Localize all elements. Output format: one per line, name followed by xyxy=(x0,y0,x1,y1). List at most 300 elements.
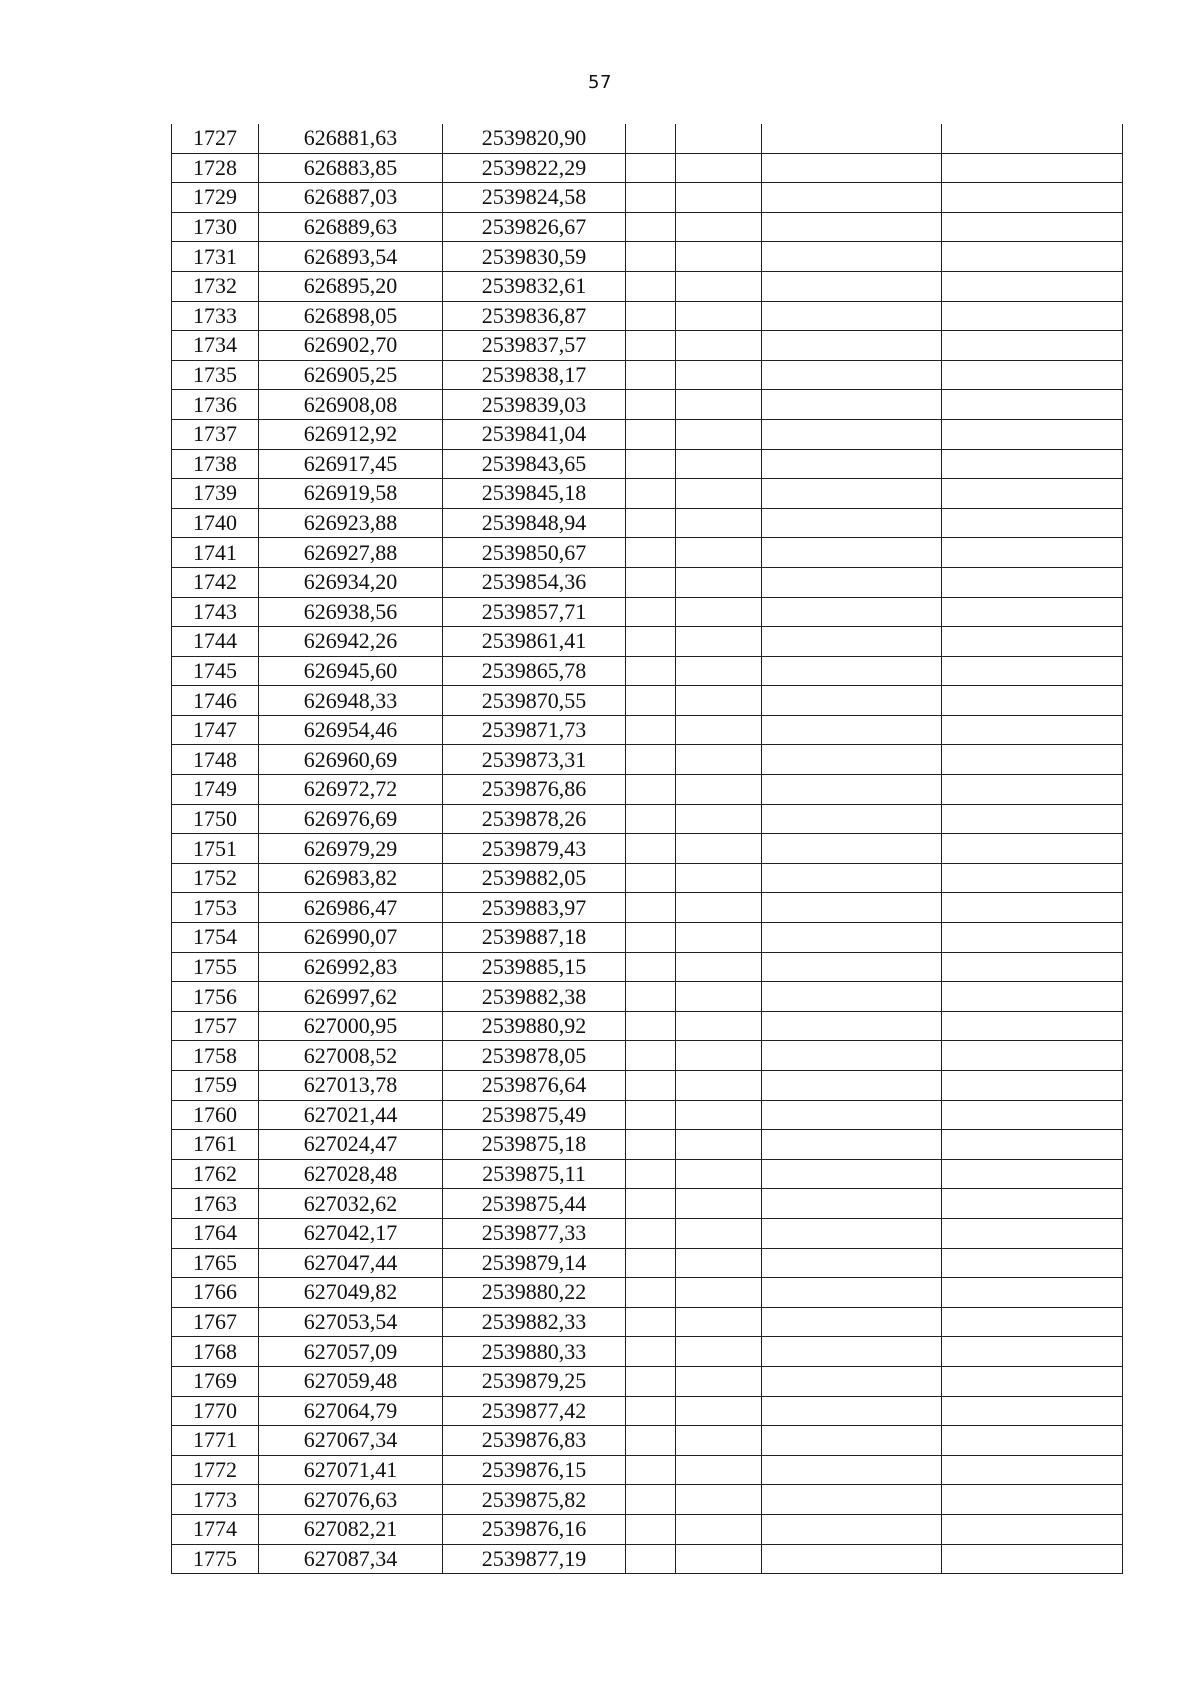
empty-cell xyxy=(762,1278,942,1308)
empty-cell xyxy=(626,745,676,775)
empty-cell xyxy=(626,834,676,864)
empty-cell xyxy=(676,153,762,183)
y-coordinate-cell: 2539879,14 xyxy=(443,1248,626,1278)
y-coordinate-cell: 2539885,15 xyxy=(443,952,626,982)
x-coordinate-cell: 626889,63 xyxy=(259,212,443,242)
empty-cell xyxy=(626,863,676,893)
x-coordinate-cell: 627047,44 xyxy=(259,1248,443,1278)
empty-cell xyxy=(942,982,1123,1012)
x-coordinate-cell: 626898,05 xyxy=(259,301,443,331)
empty-cell xyxy=(626,1426,676,1456)
x-coordinate-cell: 627000,95 xyxy=(259,1011,443,1041)
empty-cell xyxy=(762,212,942,242)
table-row xyxy=(172,686,1123,716)
x-coordinate-cell: 626908,08 xyxy=(259,390,443,420)
empty-cell xyxy=(676,1041,762,1071)
y-coordinate-cell: 2539873,31 xyxy=(443,745,626,775)
empty-cell xyxy=(626,360,676,390)
table-row xyxy=(172,331,1123,361)
empty-cell xyxy=(762,1041,942,1071)
y-coordinate-cell: 2539876,16 xyxy=(443,1514,626,1544)
x-coordinate-cell: 626938,56 xyxy=(259,597,443,627)
x-coordinate-cell: 627059,48 xyxy=(259,1366,443,1396)
x-coordinate-cell: 626986,47 xyxy=(259,893,443,923)
empty-cell xyxy=(942,567,1123,597)
empty-cell xyxy=(942,1396,1123,1426)
empty-cell xyxy=(626,301,676,331)
point-number-cell: 1731 xyxy=(172,242,259,272)
table-row xyxy=(172,1485,1123,1515)
table-row xyxy=(172,508,1123,538)
point-number-cell: 1768 xyxy=(172,1337,259,1367)
point-number-cell: 1736 xyxy=(172,390,259,420)
y-coordinate-cell: 2539879,25 xyxy=(443,1366,626,1396)
empty-cell xyxy=(762,1426,942,1456)
table-row xyxy=(172,863,1123,893)
empty-cell xyxy=(942,1485,1123,1515)
empty-cell xyxy=(626,1337,676,1367)
point-number-cell: 1759 xyxy=(172,1071,259,1101)
point-number-cell: 1766 xyxy=(172,1278,259,1308)
x-coordinate-cell: 626990,07 xyxy=(259,923,443,953)
x-coordinate-cell: 626912,92 xyxy=(259,419,443,449)
point-number-cell: 1734 xyxy=(172,331,259,361)
empty-cell xyxy=(676,1307,762,1337)
empty-cell xyxy=(942,1307,1123,1337)
empty-cell xyxy=(676,419,762,449)
table-row xyxy=(172,1041,1123,1071)
empty-cell xyxy=(676,1455,762,1485)
y-coordinate-cell: 2539883,97 xyxy=(443,893,626,923)
y-coordinate-cell: 2539838,17 xyxy=(443,360,626,390)
empty-cell xyxy=(762,775,942,805)
empty-cell xyxy=(942,834,1123,864)
point-number-cell: 1745 xyxy=(172,656,259,686)
empty-cell xyxy=(676,390,762,420)
empty-cell xyxy=(762,1071,942,1101)
empty-cell xyxy=(676,1248,762,1278)
y-coordinate-cell: 2539875,82 xyxy=(443,1485,626,1515)
y-coordinate-cell: 2539879,43 xyxy=(443,834,626,864)
empty-cell xyxy=(942,360,1123,390)
y-coordinate-cell: 2539824,58 xyxy=(443,183,626,213)
x-coordinate-cell: 626887,03 xyxy=(259,183,443,213)
empty-cell xyxy=(762,863,942,893)
empty-cell xyxy=(942,1514,1123,1544)
empty-cell xyxy=(676,212,762,242)
table-row xyxy=(172,982,1123,1012)
empty-cell xyxy=(762,449,942,479)
point-number-cell: 1762 xyxy=(172,1159,259,1189)
empty-cell xyxy=(762,1189,942,1219)
y-coordinate-cell: 2539877,33 xyxy=(443,1218,626,1248)
empty-cell xyxy=(626,153,676,183)
empty-cell xyxy=(942,1455,1123,1485)
table-row xyxy=(172,567,1123,597)
point-number-cell: 1733 xyxy=(172,301,259,331)
point-number-cell: 1772 xyxy=(172,1455,259,1485)
x-coordinate-cell: 626945,60 xyxy=(259,656,443,686)
empty-cell xyxy=(762,419,942,449)
point-number-cell: 1760 xyxy=(172,1100,259,1130)
point-number-cell: 1765 xyxy=(172,1248,259,1278)
empty-cell xyxy=(626,1366,676,1396)
empty-cell xyxy=(626,567,676,597)
point-number-cell: 1756 xyxy=(172,982,259,1012)
coordinates-table-body xyxy=(172,124,1123,1574)
table-row xyxy=(172,242,1123,272)
empty-cell xyxy=(626,923,676,953)
empty-cell xyxy=(762,745,942,775)
empty-cell xyxy=(626,1130,676,1160)
table-row xyxy=(172,656,1123,686)
empty-cell xyxy=(762,183,942,213)
x-coordinate-cell: 626979,29 xyxy=(259,834,443,864)
empty-cell xyxy=(942,183,1123,213)
y-coordinate-cell: 2539882,05 xyxy=(443,863,626,893)
table-row xyxy=(172,1514,1123,1544)
empty-cell xyxy=(676,124,762,153)
empty-cell xyxy=(942,390,1123,420)
empty-cell xyxy=(676,301,762,331)
empty-cell xyxy=(676,952,762,982)
table-row xyxy=(172,271,1123,301)
point-number-cell: 1752 xyxy=(172,863,259,893)
table-row xyxy=(172,1337,1123,1367)
x-coordinate-cell: 626997,62 xyxy=(259,982,443,1012)
empty-cell xyxy=(676,331,762,361)
y-coordinate-cell: 2539878,26 xyxy=(443,804,626,834)
table-row xyxy=(172,449,1123,479)
empty-cell xyxy=(676,1426,762,1456)
point-number-cell: 1770 xyxy=(172,1396,259,1426)
empty-cell xyxy=(762,923,942,953)
empty-cell xyxy=(762,567,942,597)
empty-cell xyxy=(626,686,676,716)
empty-cell xyxy=(626,1396,676,1426)
table-row xyxy=(172,923,1123,953)
table-row xyxy=(172,538,1123,568)
empty-cell xyxy=(676,1189,762,1219)
empty-cell xyxy=(626,627,676,657)
y-coordinate-cell: 2539875,49 xyxy=(443,1100,626,1130)
empty-cell xyxy=(676,1278,762,1308)
y-coordinate-cell: 2539875,18 xyxy=(443,1130,626,1160)
y-coordinate-cell: 2539876,83 xyxy=(443,1426,626,1456)
x-coordinate-cell: 627057,09 xyxy=(259,1337,443,1367)
empty-cell xyxy=(676,745,762,775)
empty-cell xyxy=(762,1485,942,1515)
empty-cell xyxy=(762,597,942,627)
point-number-cell: 1747 xyxy=(172,715,259,745)
y-coordinate-cell: 2539875,11 xyxy=(443,1159,626,1189)
empty-cell xyxy=(942,1159,1123,1189)
empty-cell xyxy=(626,1189,676,1219)
empty-cell xyxy=(942,627,1123,657)
empty-cell xyxy=(676,1071,762,1101)
empty-cell xyxy=(762,271,942,301)
y-coordinate-cell: 2539880,33 xyxy=(443,1337,626,1367)
x-coordinate-cell: 627024,47 xyxy=(259,1130,443,1160)
empty-cell xyxy=(762,390,942,420)
point-number-cell: 1727 xyxy=(172,124,259,153)
empty-cell xyxy=(762,1011,942,1041)
x-coordinate-cell: 627032,62 xyxy=(259,1189,443,1219)
empty-cell xyxy=(676,627,762,657)
table-row xyxy=(172,1426,1123,1456)
point-number-cell: 1743 xyxy=(172,597,259,627)
empty-cell xyxy=(676,1337,762,1367)
y-coordinate-cell: 2539871,73 xyxy=(443,715,626,745)
point-number-cell: 1764 xyxy=(172,1218,259,1248)
empty-cell xyxy=(676,1159,762,1189)
point-number-cell: 1767 xyxy=(172,1307,259,1337)
empty-cell xyxy=(762,1218,942,1248)
x-coordinate-cell: 626895,20 xyxy=(259,271,443,301)
empty-cell xyxy=(676,597,762,627)
empty-cell xyxy=(762,804,942,834)
empty-cell xyxy=(626,775,676,805)
table-row xyxy=(172,212,1123,242)
empty-cell xyxy=(942,1248,1123,1278)
x-coordinate-cell: 627021,44 xyxy=(259,1100,443,1130)
table-row xyxy=(172,597,1123,627)
table-row xyxy=(172,804,1123,834)
table-row xyxy=(172,301,1123,331)
empty-cell xyxy=(676,686,762,716)
empty-cell xyxy=(762,1248,942,1278)
y-coordinate-cell: 2539861,41 xyxy=(443,627,626,657)
table-row xyxy=(172,183,1123,213)
empty-cell xyxy=(626,479,676,509)
empty-cell xyxy=(942,863,1123,893)
x-coordinate-cell: 626942,26 xyxy=(259,627,443,657)
table-row xyxy=(172,1396,1123,1426)
x-coordinate-cell: 626954,46 xyxy=(259,715,443,745)
empty-cell xyxy=(942,212,1123,242)
empty-cell xyxy=(762,360,942,390)
table-row xyxy=(172,1071,1123,1101)
empty-cell xyxy=(762,508,942,538)
table-row xyxy=(172,745,1123,775)
y-coordinate-cell: 2539887,18 xyxy=(443,923,626,953)
x-coordinate-cell: 626917,45 xyxy=(259,449,443,479)
point-number-cell: 1737 xyxy=(172,419,259,449)
empty-cell xyxy=(676,1544,762,1574)
empty-cell xyxy=(942,1366,1123,1396)
y-coordinate-cell: 2539837,57 xyxy=(443,331,626,361)
empty-cell xyxy=(942,1041,1123,1071)
empty-cell xyxy=(942,656,1123,686)
empty-cell xyxy=(626,419,676,449)
empty-cell xyxy=(762,982,942,1012)
empty-cell xyxy=(762,1544,942,1574)
empty-cell xyxy=(626,1041,676,1071)
empty-cell xyxy=(676,1396,762,1426)
empty-cell xyxy=(626,656,676,686)
empty-cell xyxy=(942,242,1123,272)
x-coordinate-cell: 627067,34 xyxy=(259,1426,443,1456)
x-coordinate-cell: 626902,70 xyxy=(259,331,443,361)
y-coordinate-cell: 2539878,05 xyxy=(443,1041,626,1071)
x-coordinate-cell: 626927,88 xyxy=(259,538,443,568)
x-coordinate-cell: 627076,63 xyxy=(259,1485,443,1515)
empty-cell xyxy=(676,183,762,213)
empty-cell xyxy=(626,508,676,538)
empty-cell xyxy=(762,538,942,568)
empty-cell xyxy=(762,834,942,864)
point-number-cell: 1775 xyxy=(172,1544,259,1574)
table-row xyxy=(172,952,1123,982)
empty-cell xyxy=(762,242,942,272)
empty-cell xyxy=(676,508,762,538)
empty-cell xyxy=(676,242,762,272)
x-coordinate-cell: 626948,33 xyxy=(259,686,443,716)
empty-cell xyxy=(626,271,676,301)
x-coordinate-cell: 627087,34 xyxy=(259,1544,443,1574)
x-coordinate-cell: 627028,48 xyxy=(259,1159,443,1189)
empty-cell xyxy=(762,153,942,183)
empty-cell xyxy=(676,479,762,509)
table-row xyxy=(172,834,1123,864)
table-row xyxy=(172,715,1123,745)
empty-cell xyxy=(942,419,1123,449)
point-number-cell: 1742 xyxy=(172,567,259,597)
point-number-cell: 1738 xyxy=(172,449,259,479)
empty-cell xyxy=(762,1366,942,1396)
y-coordinate-cell: 2539836,87 xyxy=(443,301,626,331)
y-coordinate-cell: 2539882,33 xyxy=(443,1307,626,1337)
empty-cell xyxy=(676,449,762,479)
point-number-cell: 1751 xyxy=(172,834,259,864)
y-coordinate-cell: 2539841,04 xyxy=(443,419,626,449)
empty-cell xyxy=(942,1544,1123,1574)
empty-cell xyxy=(942,923,1123,953)
empty-cell xyxy=(676,982,762,1012)
empty-cell xyxy=(942,686,1123,716)
empty-cell xyxy=(676,538,762,568)
empty-cell xyxy=(676,1366,762,1396)
table-row xyxy=(172,1544,1123,1574)
x-coordinate-cell: 626883,85 xyxy=(259,153,443,183)
empty-cell xyxy=(676,1218,762,1248)
point-number-cell: 1729 xyxy=(172,183,259,213)
y-coordinate-cell: 2539876,64 xyxy=(443,1071,626,1101)
empty-cell xyxy=(626,242,676,272)
table-row xyxy=(172,1455,1123,1485)
table-row xyxy=(172,1100,1123,1130)
empty-cell xyxy=(676,893,762,923)
empty-cell xyxy=(942,775,1123,805)
table-row xyxy=(172,627,1123,657)
x-coordinate-cell: 627013,78 xyxy=(259,1071,443,1101)
empty-cell xyxy=(762,1100,942,1130)
point-number-cell: 1755 xyxy=(172,952,259,982)
point-number-cell: 1763 xyxy=(172,1189,259,1219)
empty-cell xyxy=(676,775,762,805)
empty-cell xyxy=(942,1218,1123,1248)
x-coordinate-cell: 626905,25 xyxy=(259,360,443,390)
point-number-cell: 1740 xyxy=(172,508,259,538)
empty-cell xyxy=(626,982,676,1012)
table-row xyxy=(172,124,1123,153)
x-coordinate-cell: 627042,17 xyxy=(259,1218,443,1248)
empty-cell xyxy=(762,715,942,745)
x-coordinate-cell: 626972,72 xyxy=(259,775,443,805)
y-coordinate-cell: 2539875,44 xyxy=(443,1189,626,1219)
empty-cell xyxy=(762,331,942,361)
point-number-cell: 1761 xyxy=(172,1130,259,1160)
point-number-cell: 1750 xyxy=(172,804,259,834)
empty-cell xyxy=(942,301,1123,331)
empty-cell xyxy=(676,1130,762,1160)
empty-cell xyxy=(942,1100,1123,1130)
table-row xyxy=(172,153,1123,183)
y-coordinate-cell: 2539845,18 xyxy=(443,479,626,509)
point-number-cell: 1735 xyxy=(172,360,259,390)
empty-cell xyxy=(626,183,676,213)
empty-cell xyxy=(626,1100,676,1130)
empty-cell xyxy=(762,1337,942,1367)
empty-cell xyxy=(942,745,1123,775)
x-coordinate-cell: 626992,83 xyxy=(259,952,443,982)
empty-cell xyxy=(626,804,676,834)
y-coordinate-cell: 2539848,94 xyxy=(443,508,626,538)
y-coordinate-cell: 2539820,90 xyxy=(443,124,626,153)
x-coordinate-cell: 626919,58 xyxy=(259,479,443,509)
empty-cell xyxy=(762,893,942,923)
y-coordinate-cell: 2539826,67 xyxy=(443,212,626,242)
point-number-cell: 1749 xyxy=(172,775,259,805)
x-coordinate-cell: 626934,20 xyxy=(259,567,443,597)
empty-cell xyxy=(676,1100,762,1130)
empty-cell xyxy=(942,331,1123,361)
y-coordinate-cell: 2539830,59 xyxy=(443,242,626,272)
empty-cell xyxy=(626,1544,676,1574)
table-row xyxy=(172,1159,1123,1189)
point-number-cell: 1773 xyxy=(172,1485,259,1515)
empty-cell xyxy=(762,301,942,331)
empty-cell xyxy=(762,627,942,657)
empty-cell xyxy=(626,1159,676,1189)
table-row xyxy=(172,1307,1123,1337)
x-coordinate-cell: 626893,54 xyxy=(259,242,443,272)
x-coordinate-cell: 627064,79 xyxy=(259,1396,443,1426)
empty-cell xyxy=(626,1455,676,1485)
x-coordinate-cell: 626960,69 xyxy=(259,745,443,775)
point-number-cell: 1744 xyxy=(172,627,259,657)
x-coordinate-cell: 626881,63 xyxy=(259,124,443,153)
empty-cell xyxy=(942,715,1123,745)
y-coordinate-cell: 2539822,29 xyxy=(443,153,626,183)
y-coordinate-cell: 2539880,92 xyxy=(443,1011,626,1041)
y-coordinate-cell: 2539876,15 xyxy=(443,1455,626,1485)
empty-cell xyxy=(762,1455,942,1485)
empty-cell xyxy=(942,952,1123,982)
table-row xyxy=(172,1218,1123,1248)
x-coordinate-cell: 627071,41 xyxy=(259,1455,443,1485)
x-coordinate-cell: 626983,82 xyxy=(259,863,443,893)
empty-cell xyxy=(762,1307,942,1337)
empty-cell xyxy=(942,1011,1123,1041)
empty-cell xyxy=(942,1426,1123,1456)
coordinates-table xyxy=(171,124,1123,1574)
empty-cell xyxy=(626,390,676,420)
empty-cell xyxy=(762,1514,942,1544)
x-coordinate-cell: 627049,82 xyxy=(259,1278,443,1308)
point-number-cell: 1757 xyxy=(172,1011,259,1041)
empty-cell xyxy=(762,656,942,686)
